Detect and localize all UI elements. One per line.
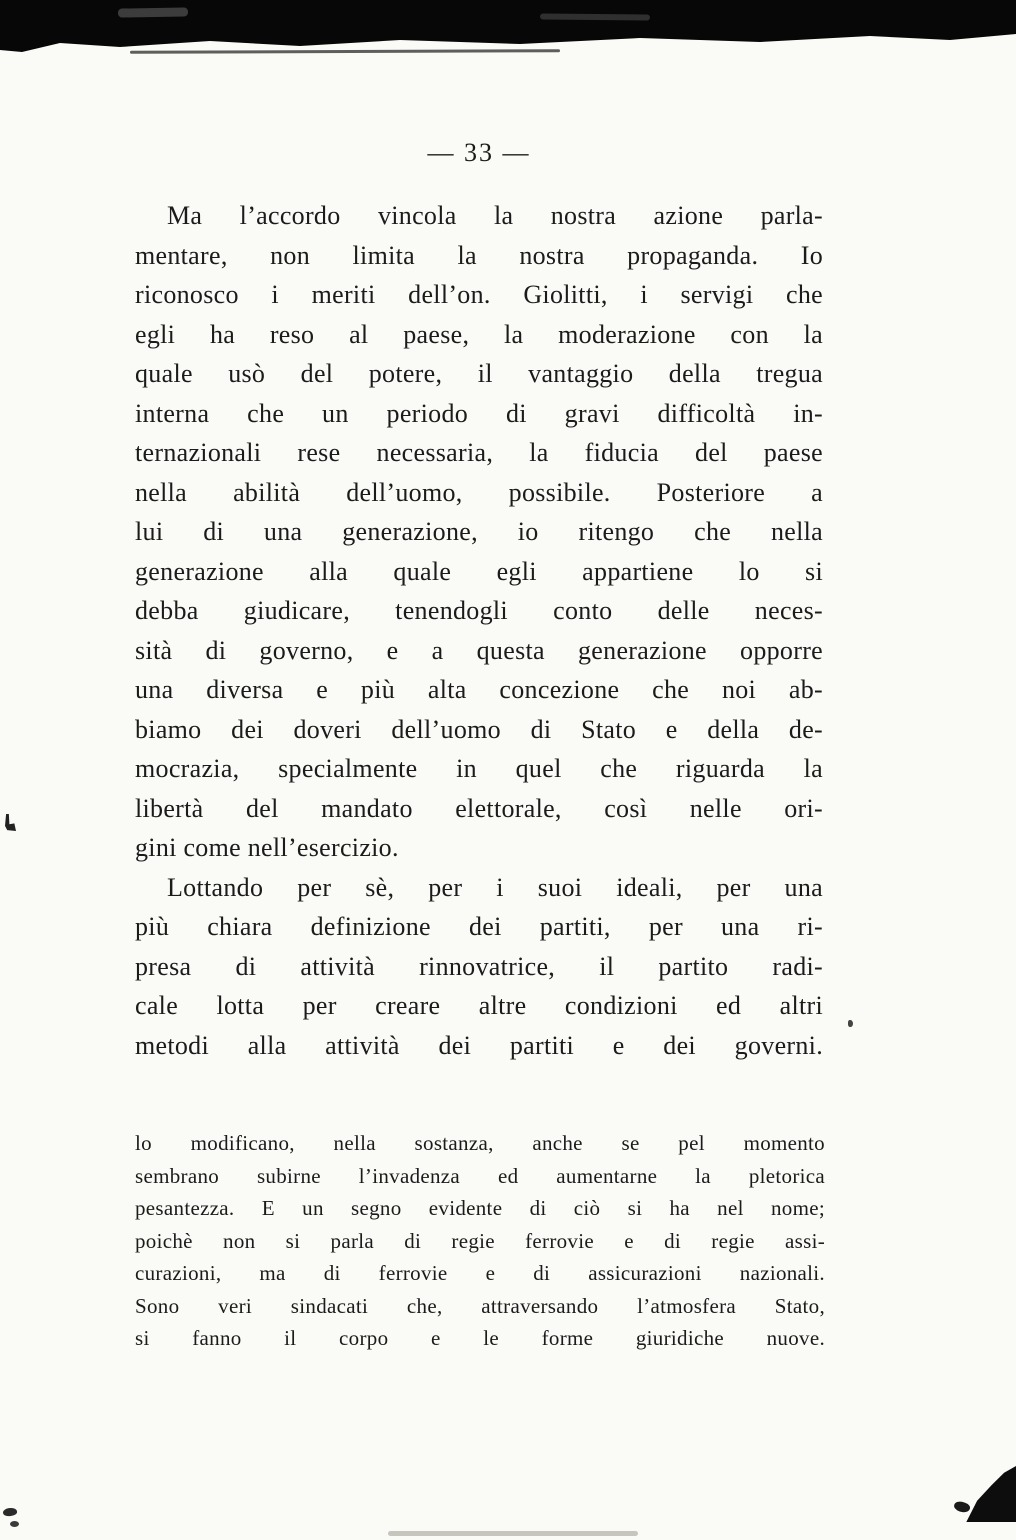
text-line: cale lotta per creare altre condizioni ed altri [135, 991, 823, 1020]
text-line: nella abilità dell’uomo, possibile. Posteriore a [135, 477, 823, 507]
text-line: egli ha reso al paese, la moderazione con la [135, 319, 823, 349]
text-line: più chiara definizione dei partiti, per una ri- [135, 912, 823, 941]
text-line: gini come nell’esercizio. [135, 833, 399, 862]
scan-artifact-left-margin-mark [5, 814, 16, 831]
scan-artifact-top-band [0, 0, 1016, 54]
scan-artifact-band-streak [540, 14, 650, 21]
footnote-line: sembrano subirne l’invadenza ed aumentarne la pletorica [135, 1163, 825, 1188]
text-line: metodi alla attività dei partiti e dei governi. [135, 1030, 823, 1060]
text-line: riconosco i meriti dell’on. Giolitti, i servigi che [135, 280, 823, 309]
text-line: biamo dei doveri dell’uomo di Stato e della de- [135, 714, 823, 744]
text-line: mentare, non limita la nostra propaganda. Io [135, 240, 823, 270]
scan-artifact-corner-blob-small [953, 1500, 971, 1514]
text-line: interna che un periodo di gravi difficoltà in- [135, 398, 823, 428]
text-line: generazione alla quale egli appartiene lo si [135, 556, 823, 586]
page-number: — 33 — [427, 138, 531, 167]
scan-artifact-ink-speck [848, 1020, 853, 1027]
text-line: ternazionali rese necessaria, la fiducia del paese [135, 438, 823, 467]
scan-artifact-band-streak [118, 7, 188, 17]
scan-artifact-bottom-smudge [388, 1531, 638, 1536]
text-line: libertà del mandato elettorale, così nelle ori- [135, 793, 823, 823]
scan-artifact-corner-blob [962, 1466, 1016, 1522]
footnote-line: lo modificano, nella sostanza, anche se pel momento [135, 1131, 825, 1155]
scan-artifact-bottom-left-mark [2, 1507, 17, 1517]
text-line: Ma l’accordo vincola la nostra azione parla- [167, 201, 823, 230]
text-line: quale usò del potere, il vantaggio della tregua [135, 359, 823, 388]
footnote-line: si fanno il corpo e le forme giuridiche nuove. [135, 1326, 825, 1350]
footnote-line: Sono veri sindacati che, attraversando l’atmosfera Stato, [135, 1293, 825, 1318]
text-line: presa di attività rinnovatrice, il partito radi- [135, 951, 823, 981]
text-line: mocrazia, specialmente in quel che riguarda la [135, 754, 823, 783]
text-line: Lottando per sè, per i suoi ideali, per una [167, 872, 823, 902]
scan-artifact-band-underline [130, 49, 560, 54]
text-line: lui di una generazione, io ritengo che nella [135, 517, 823, 546]
footnote-block [135, 1127, 825, 1355]
text-line: sità di governo, e a questa generazione opporre [135, 635, 823, 665]
main-text-block [135, 196, 823, 1065]
footnote-line: pesantezza. E un segno evidente di ciò si ha nel nome; [135, 1196, 825, 1220]
footnote-line: poichè non si parla di regie ferrovie e di regie assi- [135, 1228, 825, 1253]
scan-artifact-bottom-left-mark [10, 1521, 19, 1527]
text-line: una diversa e più alta concezione che noi ab- [135, 675, 823, 704]
text-line: debba giudicare, tenendogli conto delle neces- [135, 596, 823, 625]
footnote-line: curazioni, ma di ferrovie e di assicurazioni nazionali. [135, 1261, 825, 1285]
